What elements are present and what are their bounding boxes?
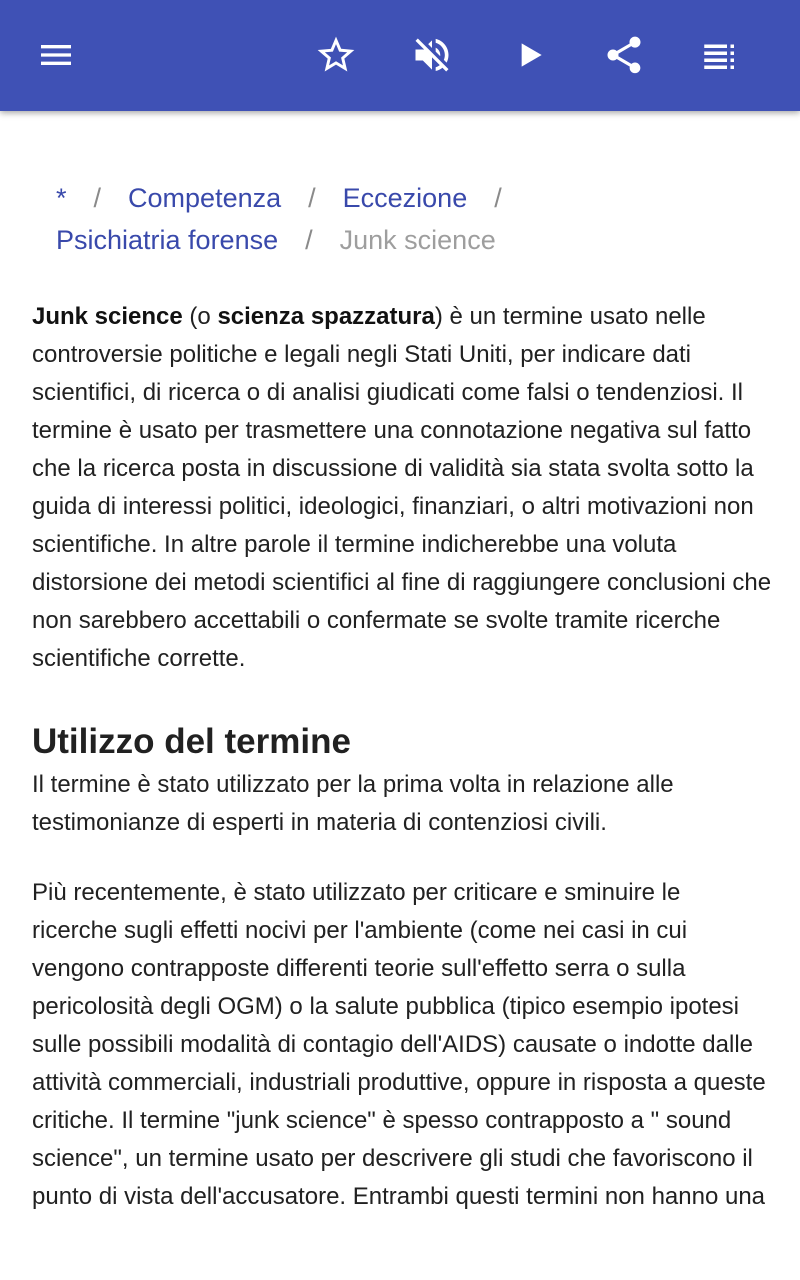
share-button[interactable]	[596, 27, 652, 83]
paragraph-recent-use: Più recentemente, è stato utilizzato per criticare e sminuire le ricerche sugli effetti nocivi per l'ambiente (come nei casi in cui vengono contrapposte differenti teorie sull'effetto serra o sulla pericolosità degli OGM) o la salute pubblica (tipico esempio ipotesi sulle possibili modalità di contagio dell'AIDS) causate o indotte dalle attività commerciali, industriali produttive, oppure in risposta a queste critiche. Il termine "junk science" è spesso contrapposto a " sound science", un termine usato per descrivere gli studi che favoriscono il punto di vista dell'accusatore. Entrambi questi termini non hanno una	[32, 879, 766, 1210]
breadcrumb-link-competenza[interactable]: Competenza	[128, 183, 282, 213]
intro-alt-term: scienza spazzatura	[217, 303, 435, 330]
breadcrumb-current: Junk science	[339, 225, 496, 255]
play-icon	[510, 35, 550, 75]
article-content	[0, 111, 800, 1280]
play-button[interactable]	[502, 27, 558, 83]
breadcrumb-link-home[interactable]: *	[56, 183, 67, 213]
mute-button[interactable]	[404, 27, 460, 83]
intro-term: Junk science	[32, 303, 183, 330]
star-outline-icon	[314, 33, 358, 77]
intro-open-paren: (o	[182, 303, 218, 330]
intro-paragraph	[32, 298, 772, 678]
breadcrumb-separator: /	[494, 183, 502, 213]
share-icon	[602, 33, 646, 77]
bookmark-button[interactable]	[308, 27, 364, 83]
breadcrumb-link-psichiatria-forense[interactable]: Psichiatria forense	[56, 225, 279, 255]
intro-text: ) è un termine usato nelle controversie politiche e legali negli Stati Uniti, per indicare dati scientifici, di ricerca o di analisi giudicati come falsi o tendenziosi. Il termine è usato per trasmettere una connotazione negativa sul fatto che la ricerca posta in discussione di validità sia stata svolta sotto la guida di interessi politici, ideologici, finanziari, o altri motivazioni non scientifiche. In altre parole il termine indicherebbe una voluta distorsione dei metodi scientifici al fine di raggiungere conclusioni che non sarebbero accettabili o confermate se svolte tramite ricerche scientifiche corrette.	[32, 303, 772, 672]
breadcrumb-separator: /	[308, 183, 316, 213]
menu-icon	[36, 35, 76, 75]
app-bar	[0, 0, 800, 111]
volume-off-icon	[410, 33, 454, 77]
playlist-icon	[699, 34, 741, 76]
breadcrumb	[56, 177, 756, 261]
menu-button[interactable]	[28, 27, 84, 83]
section-heading: Utilizzo del termine	[32, 722, 351, 761]
breadcrumb-separator: /	[93, 183, 102, 213]
breadcrumb-link-eccezione[interactable]: Eccezione	[342, 183, 468, 213]
contents-button[interactable]	[692, 27, 748, 83]
breadcrumb-separator: /	[305, 225, 313, 255]
article-body	[32, 298, 772, 1216]
paragraph-first-use: Il termine è stato utilizzato per la prima volta in relazione alle testimonianze di esperti in materia di contenziosi civili.	[32, 771, 674, 836]
